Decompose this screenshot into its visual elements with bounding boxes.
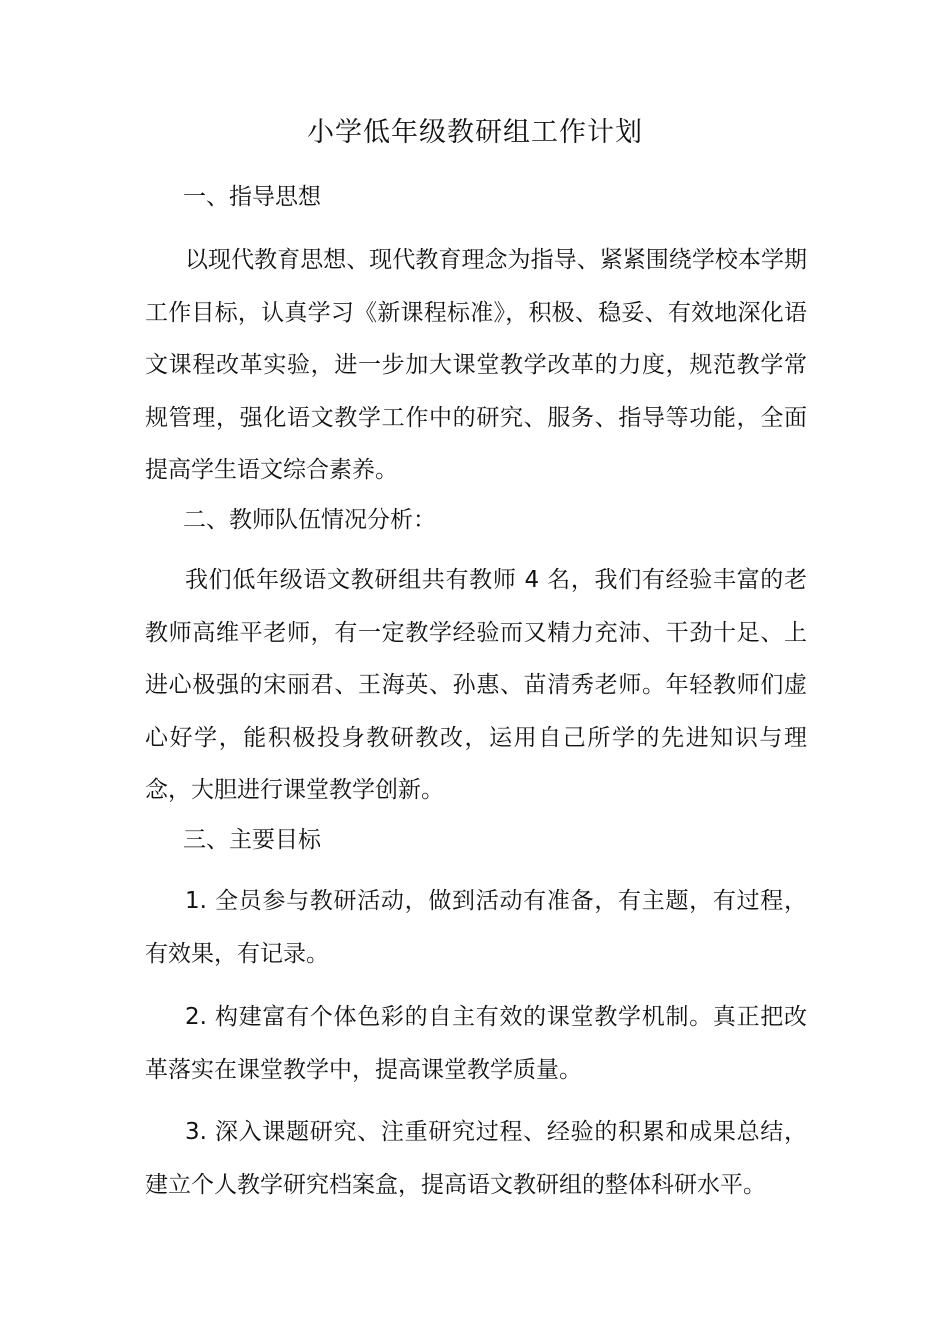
document-title: 小学低年级教研组工作计划: [307, 117, 643, 148]
goal-item-1: 1. 全员参与教研活动，做到活动有准备，有主题，有过程，有效果，有记录。: [145, 888, 807, 967]
paragraph-teacher-analysis: 我们低年级语文教研组共有教师 4 名，我们有经验丰富的老教师高维平老师，有一定教学经验而又精力充沛、干劲十足、上进心极强的宋丽君、王海英、孙惠、苗清秀老师。年轻教师们虚心好学，能积极投身教研教改，运用自己所学的先进知识与理念，大胆进行课堂教学创新。: [145, 567, 807, 803]
section-heading-main-goals: 三、主要目标: [183, 827, 321, 853]
paragraph-guiding-ideology: 以现代教育思想、现代教育理念为指导、紧紧围绕学校本学期工作目标，认真学习《新课程标准》，积极、稳妥、有效地深化语文课程改革实验，进一步加大课堂教学改革的力度，规范教学常规管理，强化语文教学工作中的研究、服务、指导等功能，全面提高学生语文综合素养。: [145, 247, 807, 483]
goal-item-3: 3. 深入课题研究、注重研究过程、经验的积累和成果总结，建立个人教学研究档案盒，提高语文教研组的整体科研水平。: [145, 1119, 807, 1198]
section-heading-guiding-ideology: 一、指导思想: [183, 184, 321, 210]
goal-item-2: 2. 构建富有个体色彩的自主有效的课堂教学机制。真正把改革落实在课堂教学中，提高课堂教学质量。: [145, 1004, 807, 1083]
section-heading-teacher-analysis: 二、教师队伍情况分析：: [183, 507, 436, 533]
